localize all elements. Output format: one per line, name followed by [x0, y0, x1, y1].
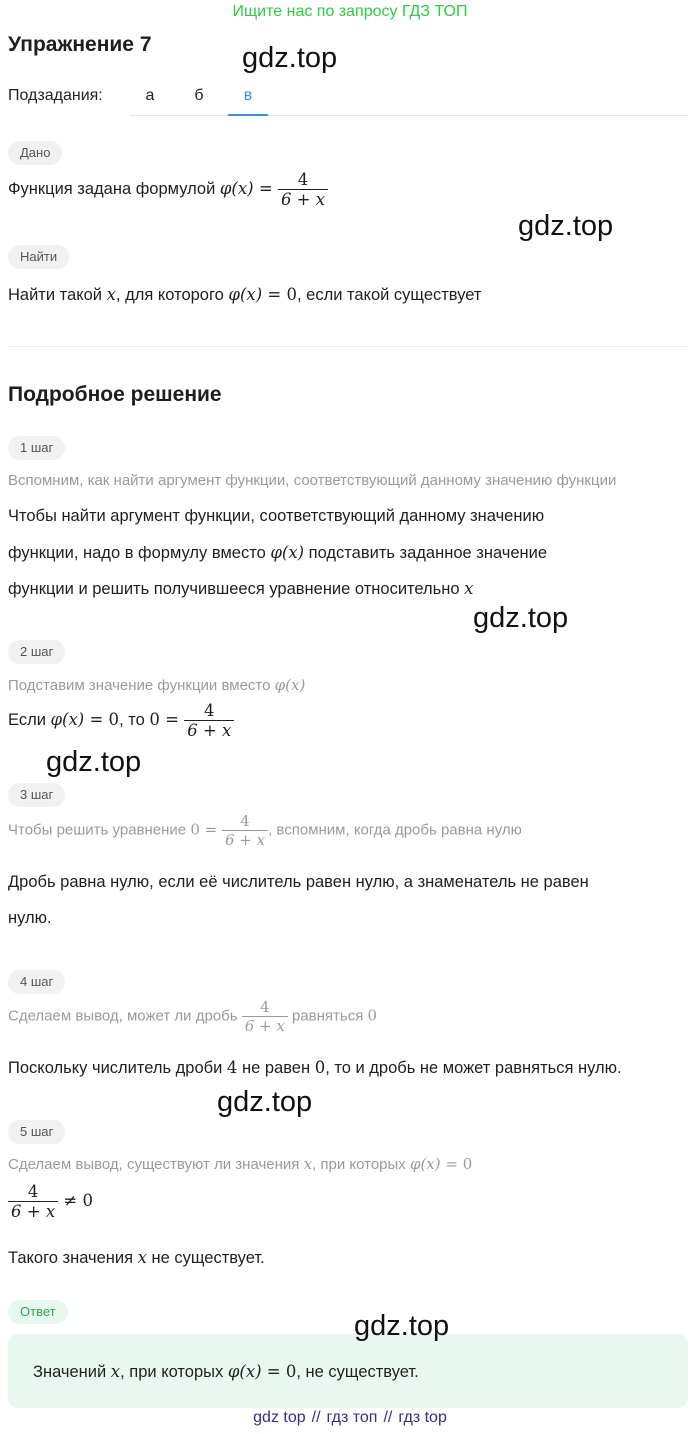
numerator: 4 — [27, 1182, 39, 1201]
phi-x: φ(x) — [274, 676, 306, 694]
step5-conclusion — [8, 1248, 265, 1268]
step3-hint-b: , вспомним, когда дробь равна нулю — [268, 821, 522, 839]
numerator: 4 — [204, 701, 215, 720]
step1-line2a: функции, надо в формулу вместо — [8, 544, 271, 562]
step4-hint — [8, 998, 377, 1035]
step2-t2: , то — [119, 710, 150, 729]
eq-zero: = 0 — [261, 1362, 297, 1381]
find-pill: Найти — [8, 245, 69, 269]
answer-t3: , не существует. — [296, 1363, 419, 1381]
step5-hint-b: , при которых — [312, 1156, 410, 1173]
eq-zero: = 0 — [84, 709, 120, 729]
step4-t3: , то и дробь не может равняться нулю. — [325, 1059, 622, 1077]
denominator: 6 + x — [242, 1016, 288, 1035]
denominator: 6 + x — [8, 1201, 58, 1221]
denominator: 6 + x — [222, 830, 268, 849]
answer-t1: Значений — [33, 1363, 111, 1381]
answer-t2: , при которых — [120, 1363, 228, 1381]
exercise-title: Упражнение 7 — [8, 33, 152, 56]
tab-a[interactable]: а — [145, 87, 155, 104]
eq-zero: = 0 — [262, 285, 297, 304]
given-pill: Дано — [8, 141, 62, 165]
numerator-value: 4 — [226, 1058, 238, 1077]
phi-x: φ(x) — [50, 709, 85, 729]
fraction — [222, 812, 268, 849]
equals: = — [253, 178, 278, 198]
step4-pill: 4 шаг — [8, 970, 65, 994]
var-x: x — [110, 1362, 121, 1381]
watermark: gdz.top — [242, 42, 338, 74]
phi-x: φ(x) — [228, 285, 263, 304]
watermark: gdz.top — [518, 210, 614, 242]
var-x: x — [137, 1248, 147, 1267]
phi-x: φ(x) — [219, 178, 254, 198]
find-t1: Найти такой — [8, 286, 107, 304]
subtasks-label: Подзадания: — [8, 87, 103, 104]
step4-t1: Поскольку числитель дроби — [8, 1059, 227, 1077]
fraction — [278, 170, 328, 209]
step5-t2: не существует. — [146, 1249, 265, 1267]
step1-line2b: подставить заданное значение — [304, 544, 548, 562]
step4-hint-a: Сделаем вывод, может ли дробь — [8, 1007, 242, 1025]
step3-line2: нулю. — [8, 909, 52, 927]
step1-line3 — [8, 579, 473, 599]
not-equal-zero: ≠ 0 — [58, 1190, 93, 1210]
numerator: 4 — [260, 998, 270, 1016]
zero: 0 — [314, 1058, 326, 1077]
step2-equation — [8, 701, 234, 740]
answer-text — [33, 1362, 419, 1382]
footer-link-3[interactable]: гдз top — [398, 1409, 447, 1426]
zero: 0 — [367, 1006, 378, 1025]
step5-hint — [8, 1155, 472, 1173]
footer-separator: // — [383, 1409, 393, 1426]
phi-x: φ(x) — [227, 1362, 262, 1381]
step5-t1: Такого значения — [8, 1249, 138, 1267]
top-banner: Ищите нас по запросу ГДЗ ТОП — [232, 3, 468, 20]
solution-title: Подробное решение — [8, 383, 222, 406]
denominator: 6 + x — [278, 189, 328, 209]
watermark: gdz.top — [217, 1086, 313, 1118]
step5-inequality — [8, 1182, 93, 1221]
fraction — [242, 998, 288, 1035]
fraction — [8, 1182, 58, 1221]
find-text — [8, 285, 481, 305]
step5-pill: 5 шаг — [8, 1120, 65, 1144]
zero-eq: 0 = — [149, 709, 185, 729]
section-divider — [8, 346, 688, 347]
step2-hint — [8, 676, 305, 694]
var-x: x — [106, 285, 116, 304]
phi-x: φ(x) — [270, 543, 305, 562]
phi-x: φ(x) — [409, 1155, 441, 1173]
footer-link-1[interactable]: gdz top — [253, 1409, 306, 1426]
given-text — [8, 170, 328, 209]
step3-pill: 3 шаг — [8, 783, 65, 807]
step3-line1: Дробь равна нулю, если её числитель равен нулю, а знаменатель не равен — [8, 873, 589, 891]
footer-separator: // — [311, 1409, 321, 1426]
step3-hint-a: Чтобы решить уравнение — [8, 821, 191, 839]
eq-zero: = 0 — [440, 1155, 473, 1173]
fraction — [184, 701, 234, 740]
step2-t1: Если — [8, 710, 51, 729]
step1-line3a: функции и решить получившееся уравнение относительно — [8, 580, 465, 598]
given-label: Функция задана формулой — [8, 179, 216, 198]
find-t3: , если такой существует — [296, 286, 482, 304]
tabs-underline — [130, 115, 688, 116]
denominator: 6 + x — [184, 720, 234, 740]
var-x: x — [303, 1155, 313, 1173]
watermark: gdz.top — [46, 746, 142, 778]
zero-eq: 0 = — [190, 820, 222, 839]
step3-hint — [8, 812, 522, 849]
step4-conclusion — [8, 1058, 622, 1078]
step1-line2 — [8, 543, 547, 563]
footer-link-2[interactable]: гдз топ — [326, 1409, 378, 1426]
step2-pill: 2 шаг — [8, 640, 65, 664]
step4-hint-b: равняться — [287, 1007, 368, 1025]
answer-pill: Ответ — [8, 1300, 68, 1324]
watermark: gdz.top — [354, 1310, 450, 1342]
step1-pill: 1 шаг — [8, 436, 65, 460]
step2-hint-a: Подставим значение функции вместо — [8, 677, 275, 694]
step1-line1: Чтобы найти аргумент функции, соответствующий данному значению — [8, 507, 545, 525]
step4-t2: не равен — [237, 1059, 315, 1077]
numerator: 4 — [240, 812, 250, 830]
step1-hint: Вспомним, как найти аргумент функции, соответствующий данному значению функции — [8, 472, 617, 489]
watermark: gdz.top — [473, 602, 569, 634]
find-t2: , для которого — [115, 286, 229, 304]
numerator: 4 — [297, 170, 309, 189]
footer-links — [0, 1409, 700, 1427]
tab-v[interactable]: в — [228, 80, 268, 116]
step5-hint-a: Сделаем вывод, существуют ли значения — [8, 1156, 304, 1173]
var-x: x — [464, 579, 474, 598]
tab-b[interactable]: б — [194, 87, 204, 104]
